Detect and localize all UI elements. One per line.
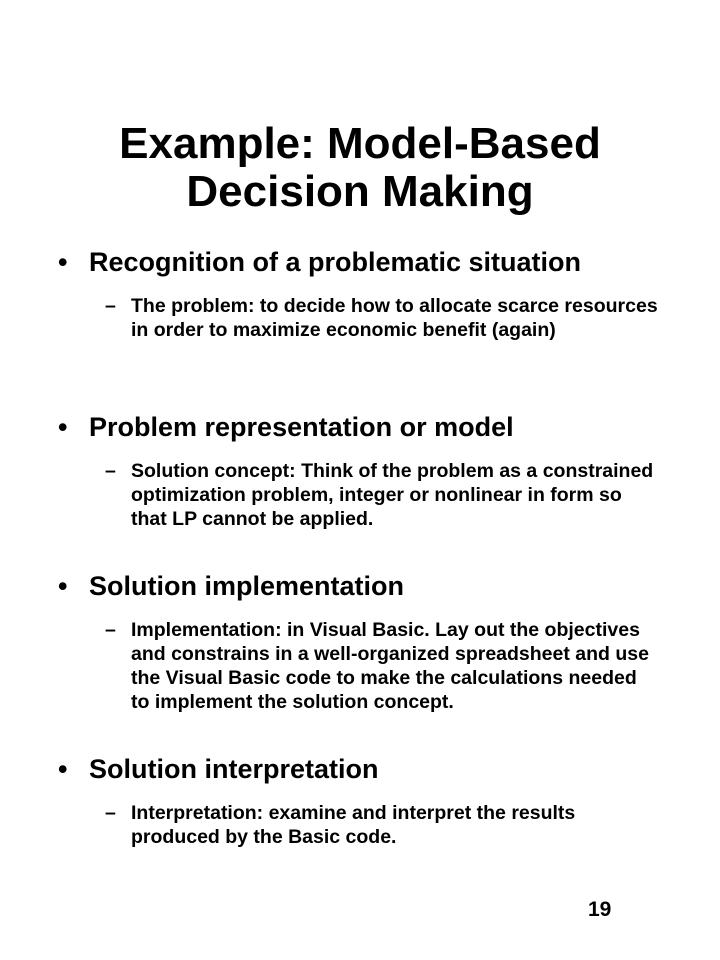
bullet-heading-row <box>58 246 658 278</box>
sub-bullet-text: Solution concept: Think of the problem as a constrained optimization problem, integer or nonlinear in form so that LP cannot be applied. <box>131 460 654 530</box>
title-line-1: Example: Model-Based <box>119 119 601 168</box>
title-line-2: Decision Making <box>186 167 534 216</box>
dash-icon: – <box>105 460 116 482</box>
sub-bullet-text: The problem: to decide how to allocate scarce resources in order to maximize economic benefit (again) <box>131 295 658 341</box>
dash-icon: – <box>105 802 116 824</box>
bullet-heading-row <box>58 411 658 443</box>
bullet-heading-row <box>58 753 658 785</box>
bullet-implementation <box>58 570 658 714</box>
dash-icon: – <box>105 619 116 641</box>
bullet-heading: Solution implementation <box>89 571 404 601</box>
sub-bullet-text: Interpretation: examine and interpret the results produced by the Basic code. <box>131 802 576 848</box>
bullet-representation <box>58 411 658 531</box>
page-number: 19 <box>588 898 612 921</box>
bullet-dot-icon: • <box>58 247 68 277</box>
dash-icon: – <box>105 295 116 317</box>
bullet-dot-icon: • <box>58 754 68 784</box>
bullet-heading: Recognition of a problematic situation <box>89 247 582 277</box>
sub-bullet-text: Implementation: in Visual Basic. Lay out the objectives and constrains in a well-organized spreadsheet and use the Visual Basic code to make the calculations needed to implement the solution concept. <box>131 619 649 713</box>
bullet-heading-row <box>58 570 658 602</box>
bullet-recognition <box>58 246 658 342</box>
bullet-dot-icon: • <box>58 412 68 442</box>
sub-bullet-row <box>105 294 659 342</box>
bullet-dot-icon: • <box>58 571 68 601</box>
sub-bullet-row <box>105 618 659 714</box>
sub-bullet-row <box>105 801 659 849</box>
bullet-heading: Solution interpretation <box>89 754 379 784</box>
bullet-interpretation <box>58 753 658 849</box>
sub-bullet-row <box>105 459 659 531</box>
bullet-heading: Problem representation or model <box>89 412 514 442</box>
